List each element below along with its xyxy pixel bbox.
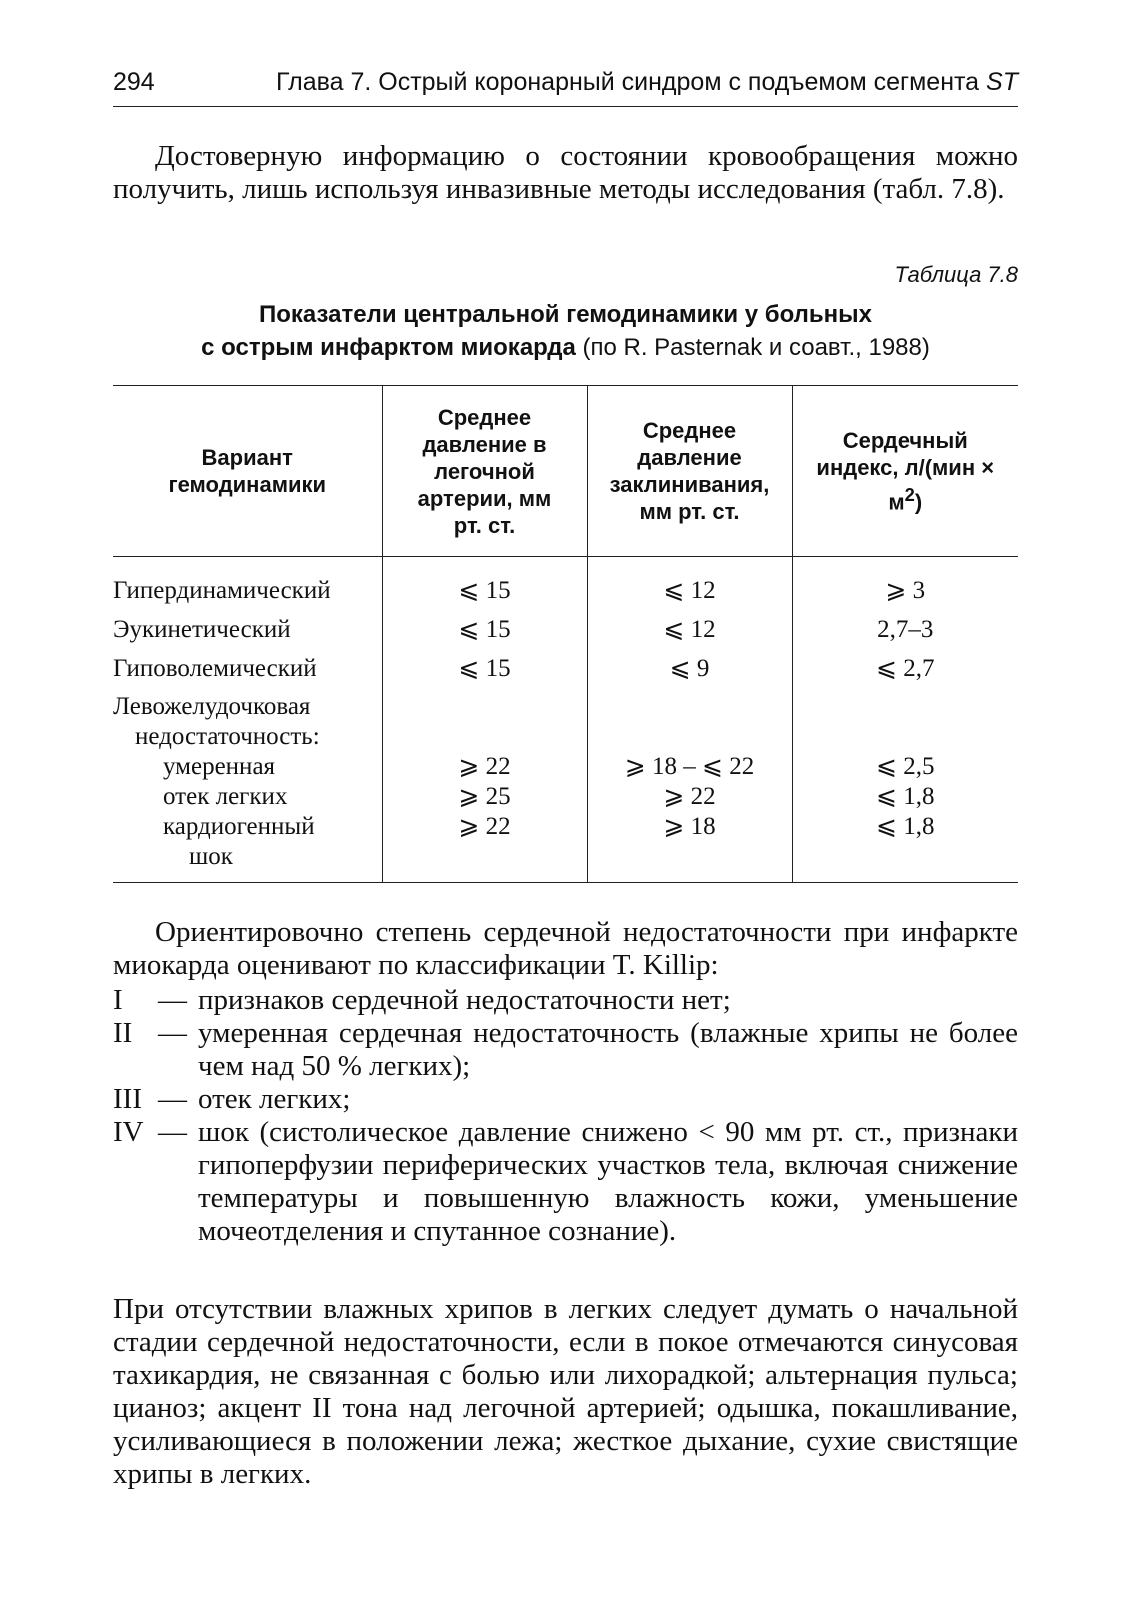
table-header-row xyxy=(113,386,1018,557)
killip-class-number: I xyxy=(113,984,123,1016)
variant-cell: Эукинетический xyxy=(113,616,291,643)
lv-group-label: Левожелудочковая xyxy=(113,693,311,720)
value-cell: ⩾ 25 xyxy=(458,783,511,810)
chapter-title-italic: ST xyxy=(986,68,1018,96)
killip-dash: — xyxy=(158,984,187,1016)
header-wedge-pressure: Среднее давление заклинивания, мм рт. ст. xyxy=(587,386,792,557)
value-cell: ⩽ 2,5 xyxy=(876,753,935,780)
killip-dash: — xyxy=(158,1116,187,1148)
value-cell: ⩽ 12 xyxy=(663,616,716,643)
killip-item xyxy=(113,1017,1018,1083)
intro-paragraph: Достоверную информацию о состоянии кровообращения можно получить, лишь используя инвазивные методы исследования (табл. 7.8). xyxy=(113,140,1018,205)
value-cell: ⩾ 22 xyxy=(458,813,511,840)
killip-item xyxy=(113,1116,1018,1248)
killip-dash: — xyxy=(158,1083,187,1115)
killip-item xyxy=(113,1083,1018,1116)
killip-class-text: шок (систолическое давление снижено < 90 мм рт. ст., признаки гипоперфузии периферических участков тела, включая снижение температуры и повышенную влажность кожи, уменьшение мочеотделения и спутанное сознание). xyxy=(198,1116,1018,1247)
killip-class-text: признаков сердечной недостаточности нет; xyxy=(198,984,731,1016)
value-cell: ⩽ 1,8 xyxy=(876,813,935,840)
value-cell: 2,7–3 xyxy=(877,616,934,643)
pa-pressure-column xyxy=(382,557,587,883)
chapter-title: Глава 7. Острый коронарный синдром с подъемом сегмента ST xyxy=(275,68,1018,96)
killip-dash: — xyxy=(158,1017,187,1049)
killip-class-number: II xyxy=(113,1017,133,1049)
value-cell: ⩽ 15 xyxy=(458,577,511,604)
value-cell: ⩾ 3 xyxy=(885,577,926,604)
table-caption: Таблица 7.8 xyxy=(894,262,1018,287)
header-cardiac-index: Сердечный индекс, $л/(мин \times м^2)$ xyxy=(792,386,1018,557)
killip-list xyxy=(113,984,1018,1248)
lv-subvariant-cell: кардиогенный xyxy=(163,813,315,840)
page-number: 294 xyxy=(113,68,155,96)
lv-subvariant-cell: отек легких xyxy=(163,783,288,810)
killip-class-text: отек легких; xyxy=(198,1083,351,1115)
table-body-row xyxy=(113,557,1018,883)
value-cell: ⩽ 2,7 xyxy=(876,655,935,682)
lv-subvariant-cell: умеренная xyxy=(163,753,276,780)
table-title-line2-regular: (по R. Pasternak и соавт., 1988) xyxy=(575,334,930,361)
lv-subvariant-cell: шок xyxy=(189,843,233,870)
value-cell: ⩽ 9 xyxy=(669,655,710,682)
killip-item xyxy=(113,984,1018,1017)
value-cell: ⩾ 18 xyxy=(663,813,716,840)
killip-class-text: умеренная сердечная недостаточность (влажные хрипы не более чем над 50 % легких); xyxy=(198,1017,1018,1082)
wedge-pressure-column xyxy=(587,557,792,883)
final-paragraph: При отсутствии влажных хрипов в легких следует думать о начальной стадии сердечной недостаточности, если в покое отмечаются синусовая тахикардия, не связанная с болью или лихорадкой; альтернация пульса; цианоз; акцент II тона над легочной артерией; одышка, покашливание, усиливающиеся в положении лежа; жесткое дыхание, сухие свистящие хрипы в легких. xyxy=(113,1293,1018,1490)
lv-group-label: недостаточность: xyxy=(135,723,320,750)
variant-column xyxy=(113,557,382,883)
table-title-line2-bold: с острым инфарктом миокарда xyxy=(201,334,576,361)
value-cell: ⩽ 12 xyxy=(663,577,716,604)
value-cell: ⩾ 22 xyxy=(458,753,511,780)
killip-intro: Ориентировочно степень сердечной недостаточности при инфаркте миокарда оценивают по классификации T. Killip: xyxy=(113,916,1018,981)
cardiac-index-column xyxy=(792,557,1018,883)
hemodynamics-table xyxy=(113,385,1018,883)
killip-class-number: III xyxy=(113,1083,142,1115)
variant-cell: Гиповолемический xyxy=(113,655,317,682)
value-cell: ⩽ 15 xyxy=(458,616,511,643)
running-header xyxy=(113,68,1018,106)
header-rule xyxy=(113,106,1018,107)
header-pa-pressure: Среднее давление в легочной артерии, мм рт. ст. xyxy=(382,386,587,557)
value-cell: ⩾ 22 xyxy=(663,783,716,810)
killip-class-number: IV xyxy=(113,1116,144,1148)
header-variant: Вариант гемодинамики xyxy=(113,386,382,557)
value-cell: ⩽ 15 xyxy=(458,655,511,682)
value-cell: ⩽ 1,8 xyxy=(876,783,935,810)
value-cell: ⩾ 18 – ⩽ 22 xyxy=(624,753,755,780)
table-title xyxy=(113,298,1018,364)
table-title-line1: Показатели центральной гемодинамики у больных xyxy=(258,301,873,328)
variant-cell: Гипердинамический xyxy=(113,577,331,604)
